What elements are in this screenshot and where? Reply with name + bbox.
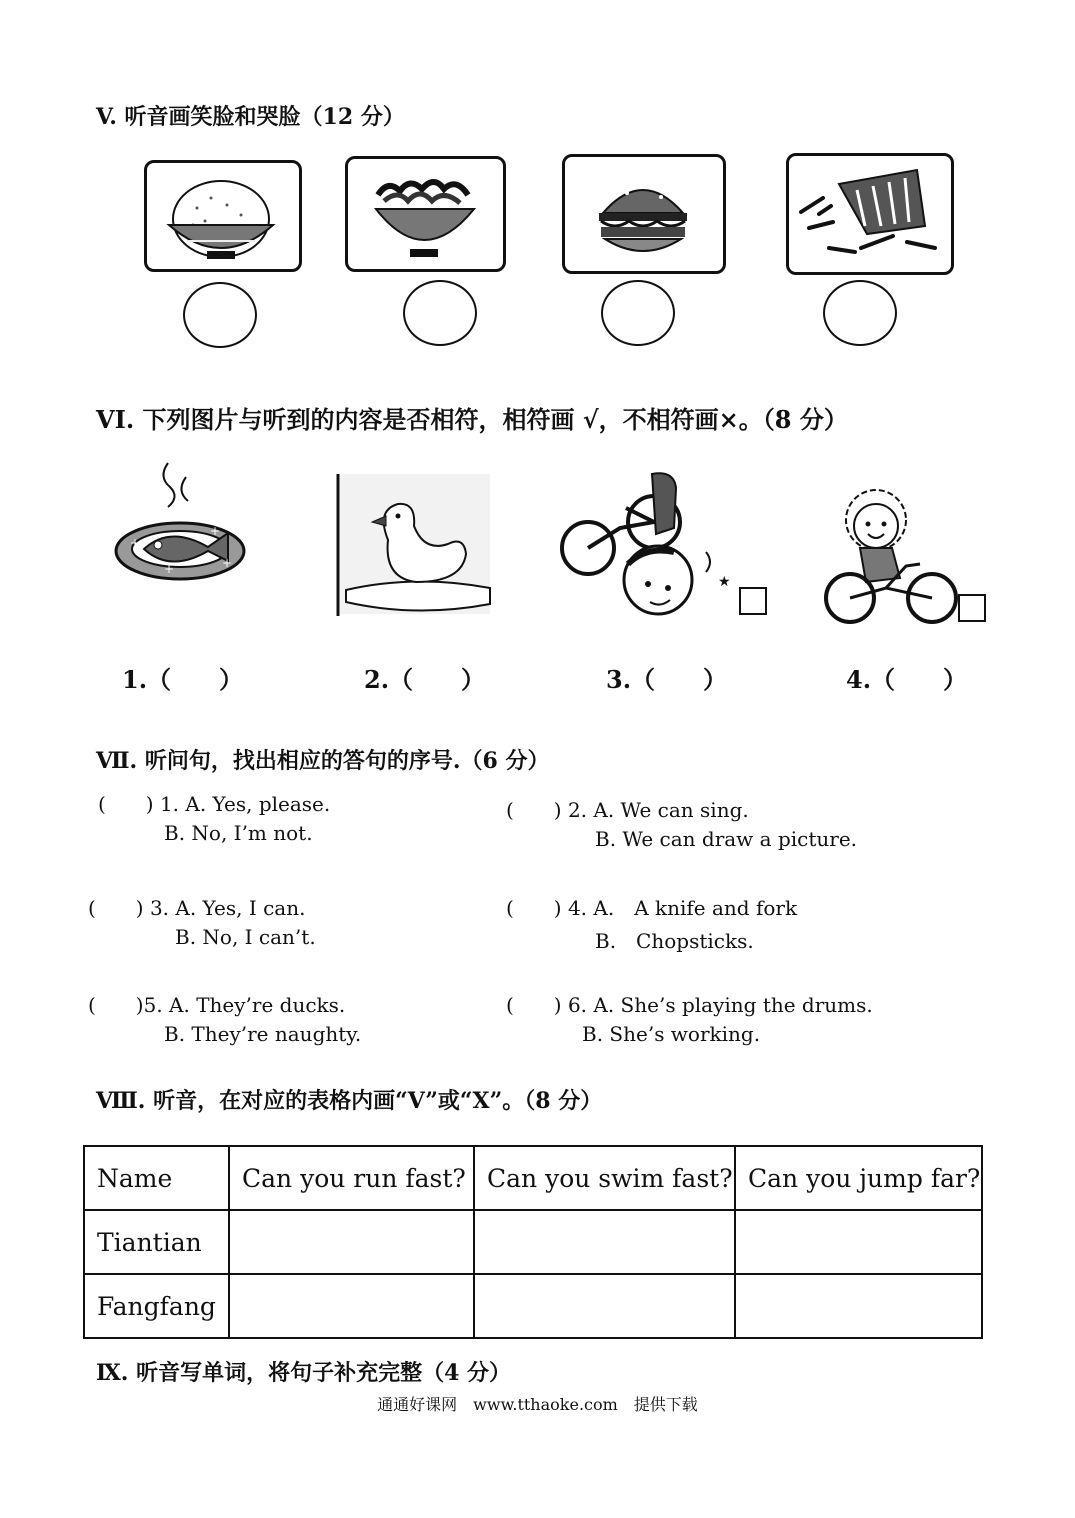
svg-text:+: + (130, 536, 141, 550)
question-2-option-a: ( ) 2. A. We can sing. (506, 798, 749, 822)
section-7-heading: Ⅶ. 听问句，找出相应的答句的序号.（6 分） (96, 748, 550, 774)
table-header-row (84, 1146, 982, 1210)
checkbox-picture-4[interactable] (958, 594, 986, 622)
answer-slot-4[interactable]: 4.（ ） (846, 665, 968, 694)
answer-circle-2[interactable] (403, 280, 477, 346)
rice-frame (144, 160, 302, 272)
noodles-frame (345, 156, 506, 272)
boy-riding-bike-icon (822, 486, 977, 626)
section-6-heading: VI. 下列图片与听到的内容是否相符，相符画 √，不相符画×。（8 分） (96, 405, 848, 434)
table-row (84, 1210, 982, 1274)
section-5-heading: V. 听音画笑脸和哭脸（12 分） (96, 104, 405, 130)
svg-text:+: + (164, 562, 175, 576)
answer-slot-2[interactable]: 2.（ ） (364, 665, 486, 694)
table-row (84, 1274, 982, 1338)
question-5-option-b: B. They’re naughty. (164, 1022, 362, 1046)
hamburger-frame (562, 154, 726, 274)
question-6-option-b: B. She’s working. (582, 1022, 761, 1046)
answer-circle-4[interactable] (823, 280, 897, 346)
question-1-option-a: ( ) 1. A. Yes, please. (98, 792, 331, 816)
answer-circle-3[interactable] (601, 280, 675, 346)
question-6-option-a: ( ) 6. A. She’s playing the drums. (506, 993, 873, 1017)
svg-text:+: + (210, 524, 221, 538)
answer-slot-1[interactable]: 1.（ ） (122, 665, 244, 694)
table-header-cell: Can you jump far? (735, 1146, 982, 1210)
section-8-heading: Ⅷ. 听音，在对应的表格内画“V”或“X”。（8 分） (96, 1088, 603, 1114)
question-5-option-a: ( )5. A. They’re ducks. (88, 993, 346, 1017)
fish-plate-icon (110, 455, 260, 590)
noodles-bowl-icon (348, 159, 503, 269)
table-header-cell: Can you run fast? (229, 1146, 474, 1210)
question-1-option-b: B. No, I’m not. (164, 821, 313, 845)
table-answer-cell[interactable] (474, 1274, 735, 1338)
answer-slot-3[interactable]: 3.（ ） (606, 665, 728, 694)
question-4-option-b: B. Chopsticks. (595, 929, 754, 953)
question-4-option-a: ( ) 4. A. A knife and fork (506, 896, 798, 920)
table-row-name: Fangfang (84, 1274, 229, 1338)
table-answer-cell[interactable] (229, 1210, 474, 1274)
answer-table (83, 1145, 983, 1339)
svg-text:★: ★ (718, 574, 731, 590)
table-answer-cell[interactable] (474, 1210, 735, 1274)
question-3-option-b: B. No, I can’t. (175, 925, 316, 949)
table-answer-cell[interactable] (735, 1274, 982, 1338)
answer-circle-1[interactable] (183, 282, 257, 348)
table-header-cell: Name (84, 1146, 229, 1210)
page-footer: 通通好课网 www.tthaoke.com 提供下载 (377, 1395, 698, 1414)
french-fries-icon (789, 156, 951, 272)
boy-fallen-bike-icon (556, 468, 746, 628)
table-answer-cell[interactable] (229, 1274, 474, 1338)
checkbox-picture-3[interactable] (739, 587, 767, 615)
table-answer-cell[interactable] (735, 1210, 982, 1274)
table-row-name: Tiantian (84, 1210, 229, 1274)
rice-bowl-icon (147, 163, 299, 269)
fries-frame (786, 153, 954, 275)
section-9-heading: Ⅸ. 听音写单词，将句子补充完整（4 分） (96, 1360, 512, 1386)
table-header-cell: Can you swim fast? (474, 1146, 735, 1210)
question-2-option-b: B. We can draw a picture. (595, 827, 858, 851)
svg-text:+: + (222, 556, 233, 570)
question-3-option-a: ( ) 3. A. Yes, I can. (88, 896, 306, 920)
hamburger-icon (565, 157, 723, 271)
duck-icon (336, 470, 494, 618)
